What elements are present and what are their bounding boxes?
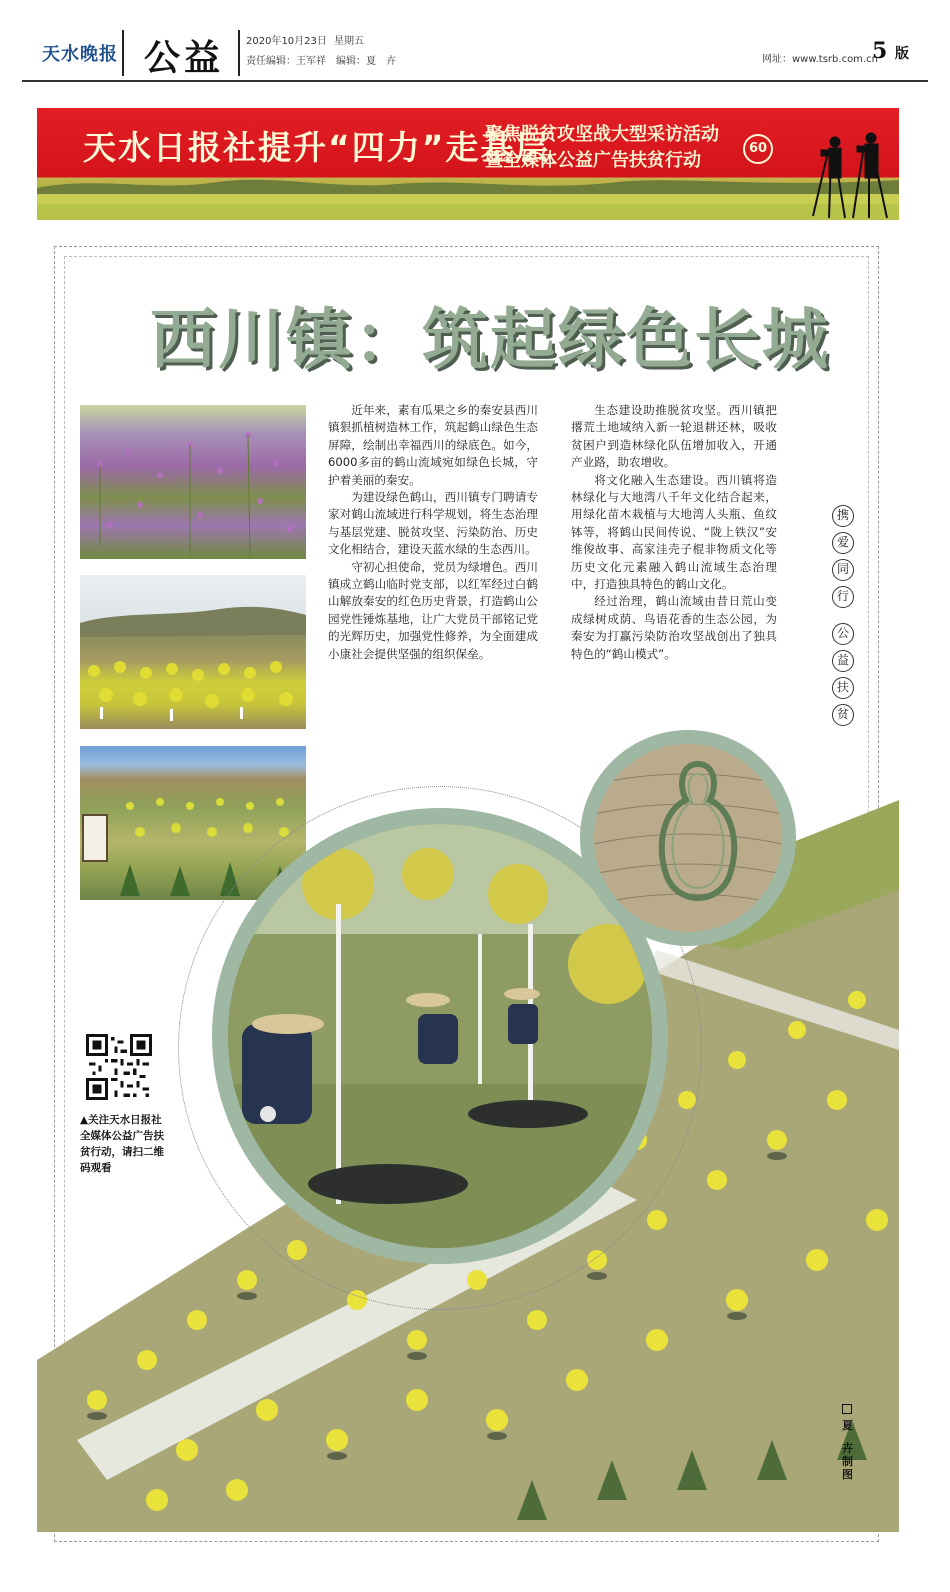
- article-column-1: [328, 402, 538, 663]
- article-paragraph: 生态建设助推脱贫攻坚。西川镇把撂荒土地域纳入新一轮退耕还林，吸收贫困户到造林绿化队伍增加收入，开通产业路，助农增收。: [571, 403, 777, 470]
- qr-code-icon[interactable]: [86, 1034, 152, 1100]
- article-headline: 西川镇：筑起绿色长城: [150, 301, 830, 378]
- credit-line-2: 卉制图: [842, 1442, 853, 1481]
- page-number-value: 5: [872, 38, 888, 64]
- editor-credits: 责任编辑：王军祥 编辑：夏 卉: [246, 56, 396, 67]
- credit-line-1: 夏: [842, 1419, 853, 1432]
- slogan-char: 行: [832, 586, 854, 608]
- issue-date: 2020年10月23日: [246, 36, 327, 47]
- slogan-char: 携: [832, 505, 854, 527]
- design-credit: [842, 1404, 858, 1481]
- slogan-char: 爱: [832, 532, 854, 554]
- qr-caption: ▲关注天水日报社全媒体公益广告扶贫行动，请扫二维码观看: [80, 1114, 164, 1174]
- slogan-gap: [832, 613, 854, 623]
- article-paragraph: 守初心担使命，党员为绿增色。西川镇成立鹤山临时党支部，以红军经过白鹤山解放秦安的红色历史背景，打造鹤山公园党性锤炼基地，让广大党员干部铭记党的光辉历史，加强党性修养，为全面建成小康社会提供坚强的组织保垒。: [328, 559, 538, 661]
- gourd-shaped-terrace-image: [594, 744, 782, 932]
- photo-purple-flowers: [80, 405, 306, 559]
- credit-box-icon: [842, 1404, 852, 1414]
- banner-landscape-image: [37, 170, 899, 220]
- vertical-slogan: [832, 505, 854, 731]
- page-suffix: 版: [894, 46, 909, 62]
- terraced-hill-image: [80, 575, 306, 729]
- website-url[interactable]: 网址：www.tsrb.com.cn: [762, 54, 878, 65]
- campaign-banner: [37, 108, 899, 220]
- masthead-divider: [238, 30, 240, 76]
- workers-planting-image: [228, 824, 652, 1248]
- section-name: 公益: [144, 37, 225, 79]
- article-paragraph: 将文化融入生态建设。西川镇将造林绿化与大地湾八千年文化结合起来，用绿化苗木栽植与大地湾人头瓶、鱼纹钵等，将鹤山民间传说、“陇上铁汉”安维俊故事、高家洼壳子棍非物质文化等历史文化元素融入鹤山流域生态治理中，打造独具特色的鹤山文化。: [571, 472, 777, 592]
- banner-issue-badge: 60: [743, 134, 773, 164]
- flower-field-image: [80, 405, 306, 559]
- photographers-silhouette: [807, 128, 897, 220]
- article-column-2: [571, 402, 777, 663]
- slogan-char: 同: [832, 559, 854, 581]
- page-number: [872, 38, 909, 64]
- slogan-char: 公: [832, 623, 854, 645]
- issue-weekday: 星期五: [334, 36, 364, 47]
- banner-subtitle-1: 聚焦脱贫攻坚战大型采访活动: [485, 124, 719, 145]
- slogan-char: 益: [832, 650, 854, 672]
- slogan-char: 贫: [832, 704, 854, 726]
- article-paragraph: 近年来，素有瓜果之乡的秦安县西川镇狠抓植树造林工作，筑起鹤山绿色生态屏障，绘制出幸福西川的绿底色。如今，6000多亩的鹤山流域宛如绿色长城，守护着美丽的秦安。: [328, 403, 538, 487]
- banner-subtitle-2: 暨全媒体公益广告扶贫行动: [485, 150, 701, 171]
- article-paragraph: 为建设绿色鹤山，西川镇专门聘请专家对鹤山流域进行科学规划，将生态治理与基层党建、脱贫攻坚、污染防治、历史文化相结合，建设天蓝水绿的生态西川。: [328, 490, 538, 557]
- masthead-divider: [122, 30, 124, 76]
- gourd-aerial-photo: [580, 730, 796, 946]
- article-paragraph: 经过治理，鹤山流域由昔日荒山变成绿树成荫、鸟语花香的生态公园，为秦安为打赢污染防治攻坚战创出了独具特色的“鹤山模式”。: [571, 594, 777, 661]
- banner-title: 天水日报社提升“四力”走基层: [83, 128, 551, 167]
- slogan-char: 扶: [832, 677, 854, 699]
- masthead: [22, 26, 928, 82]
- photo-hillside-trees: [80, 575, 306, 729]
- paper-name: 天水晚报: [42, 44, 118, 65]
